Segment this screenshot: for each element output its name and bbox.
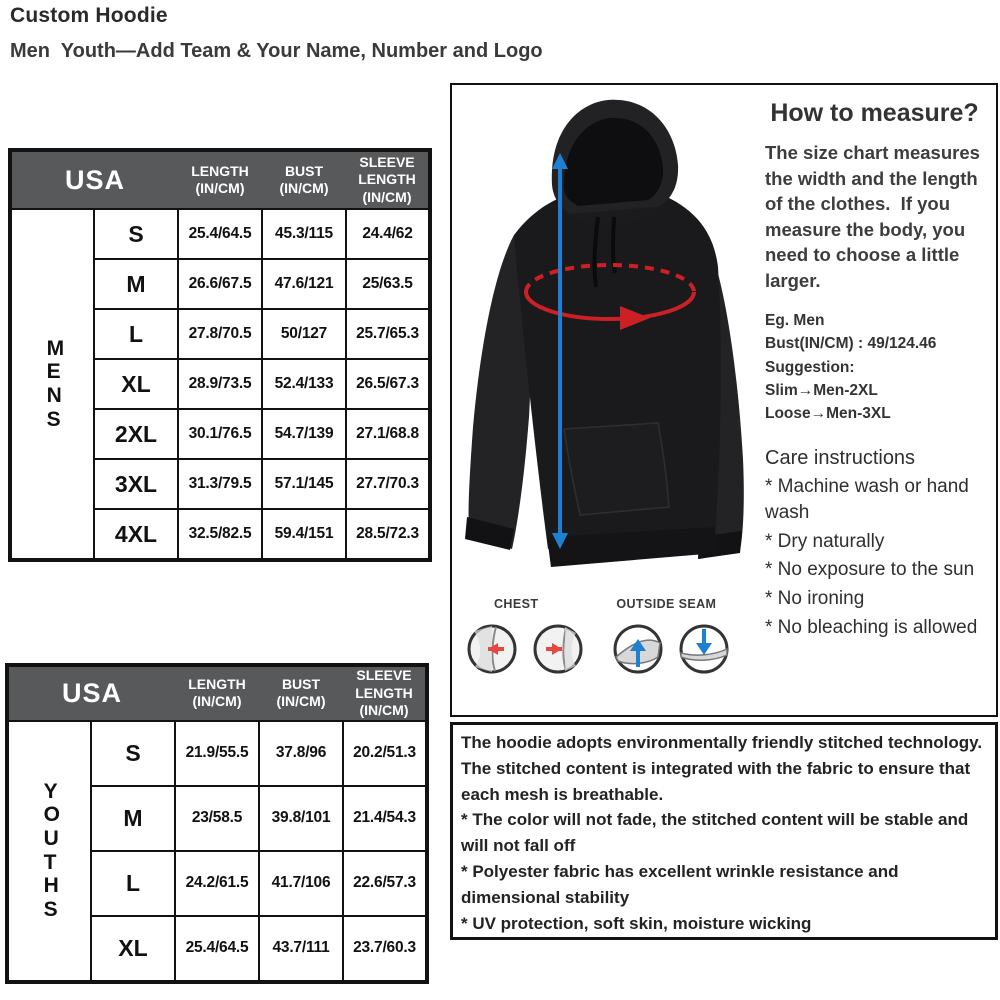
measure-diagram-labels [452,597,751,611]
care-heading: Care instructions [765,447,916,470]
chest-label: CHEST [494,597,539,611]
chest-measure-right-icon [532,621,584,677]
bust-header-unit: (IN/CM) [279,180,329,196]
usa-header-cell: USA [10,150,178,209]
measure-icons-row [452,621,751,677]
sleeve-cell: 21.4/54.3 [343,786,427,851]
bust-cell: 52.4/133 [262,359,346,409]
sleeve-cell: 27.7/70.3 [346,459,430,509]
size-cell: M [94,259,178,309]
sleeve-header-label: SLEEVE LENGTH [358,153,416,188]
mens-size-table [8,148,432,562]
example-line: Suggestion: [765,358,855,376]
bust-cell: 54.7/139 [262,409,346,459]
description-bullet: * UV protection, soft skin, moisture wicking [461,913,812,933]
sleeve-header-unit: (IN/CM) [362,188,412,205]
size-cell: XL [94,359,178,409]
care-item: * No exposure to the sun [765,559,975,581]
length-header-unit: (IN/CM) [192,693,242,710]
how-to-measure-panel [751,83,998,717]
how-to-measure-heading: How to measure? [770,99,979,127]
table-row [10,209,430,259]
length-cell: 28.9/73.5 [178,359,262,409]
sleeve-cell: 25.7/65.3 [346,309,430,359]
length-cell: 24.2/61.5 [175,851,259,916]
bust-cell: 50/127 [262,309,346,359]
description-bullet: * The color will not fade, the stitched content will be stable and will not fall off [461,810,969,856]
size-cell: 2XL [94,409,178,459]
care-instructions [765,447,984,640]
bust-header-cell [259,665,343,721]
hoodie-product-image [452,87,751,592]
length-cell: 25.4/64.5 [178,209,262,259]
youths-group-label: YOUTHS [43,779,60,921]
length-header-cell [175,665,259,721]
table-header-row [10,150,430,209]
care-item: * Dry naturally [765,530,885,552]
youths-group-cell [7,721,91,982]
sleeve-header-unit: (IN/CM) [359,702,409,718]
example-line: Loose→Men-3XL [765,405,891,423]
care-item: * No ironing [765,587,865,609]
chest-measure-left-icon [466,621,518,677]
length-cell: 21.9/55.5 [175,721,259,786]
product-image-panel [450,83,753,717]
length-header-cell [178,150,262,209]
bust-header-label: BUST [281,675,321,692]
mens-group-cell [10,209,94,560]
bust-cell: 39.8/101 [259,786,343,851]
description-bullet: * Polyester fabric has excellent wrinkle resistance and dimensional stability [461,862,899,907]
bust-cell: 43.7/111 [259,916,343,982]
length-cell: 27.8/70.5 [178,309,262,359]
how-to-measure-intro: The size chart measures the width and the length of the clothes. If you measure the body, you need to choose a little larger. [765,142,986,291]
bust-header-label: BUST [284,162,324,179]
bust-header-cell [262,150,346,209]
size-cell: L [94,309,178,359]
care-item: * No bleaching is allowed [765,616,978,638]
length-cell: 25.4/64.5 [175,916,259,982]
size-cell: L [91,851,175,916]
bust-cell: 37.8/96 [259,721,343,786]
sleeve-cell: 20.2/51.3 [343,721,427,786]
product-description-box [450,722,998,940]
length-cell: 26.6/67.5 [178,259,262,309]
outside-seam-up-icon [612,621,664,677]
page-title: Custom Hoodie [10,4,168,27]
bust-cell: 57.1/145 [262,459,346,509]
length-cell: 23/58.5 [175,786,259,851]
example-line: Slim→Men-2XL [765,381,878,399]
care-item: * Machine wash or hand wash [765,476,969,523]
size-cell: M [91,786,175,851]
size-cell: XL [91,916,175,982]
sleeve-cell: 25/63.5 [346,259,430,309]
bust-cell: 45.3/115 [262,209,346,259]
sleeve-header-label: SLEEVE LENGTH [355,667,413,701]
mens-group-label: MENS [46,336,65,431]
table-row [7,721,427,786]
youths-size-table [5,663,429,984]
bust-cell: 47.6/121 [262,259,346,309]
sleeve-cell: 28.5/72.3 [346,509,430,560]
page-subtitle: Men Youth—Add Team & Your Name, Number and Logo [10,40,543,62]
sleeve-cell: 27.1/68.8 [346,409,430,459]
bust-cell: 41.7/106 [259,851,343,916]
length-cell: 31.3/79.5 [178,459,262,509]
length-header-label: LENGTH [191,162,249,179]
bust-header-unit: (IN/CM) [276,693,326,710]
size-cell: S [91,721,175,786]
size-cell: 3XL [94,459,178,509]
sleeve-cell: 26.5/67.3 [346,359,430,409]
sleeve-cell: 23.7/60.3 [343,916,427,982]
size-cell: S [94,209,178,259]
length-cell: 32.5/82.5 [178,509,262,560]
length-cell: 30.1/76.5 [178,409,262,459]
outside-seam-down-icon [678,621,730,677]
length-header-unit: (IN/CM) [195,180,245,196]
example-line: Bust(IN/CM) : 49/124.46 [765,335,937,353]
usa-header-cell: USA [7,665,175,721]
example-block [765,309,984,425]
size-cell: 4XL [94,509,178,560]
outside-seam-label: OUTSIDE SEAM [616,597,717,611]
sleeve-header-cell [346,150,430,209]
header [10,4,770,63]
table-header-row [7,665,427,721]
description-intro: The hoodie adopts environmentally friendly stitched technology. The stitched content is integrated with the fabric to ensure that each mesh is breathable. [461,733,983,804]
length-header-label: LENGTH [188,675,246,692]
example-line: Eg. Men [765,312,825,330]
sleeve-cell: 22.6/57.3 [343,851,427,916]
bust-cell: 59.4/151 [262,509,346,560]
sleeve-cell: 24.4/62 [346,209,430,259]
sleeve-header-cell [343,665,427,721]
